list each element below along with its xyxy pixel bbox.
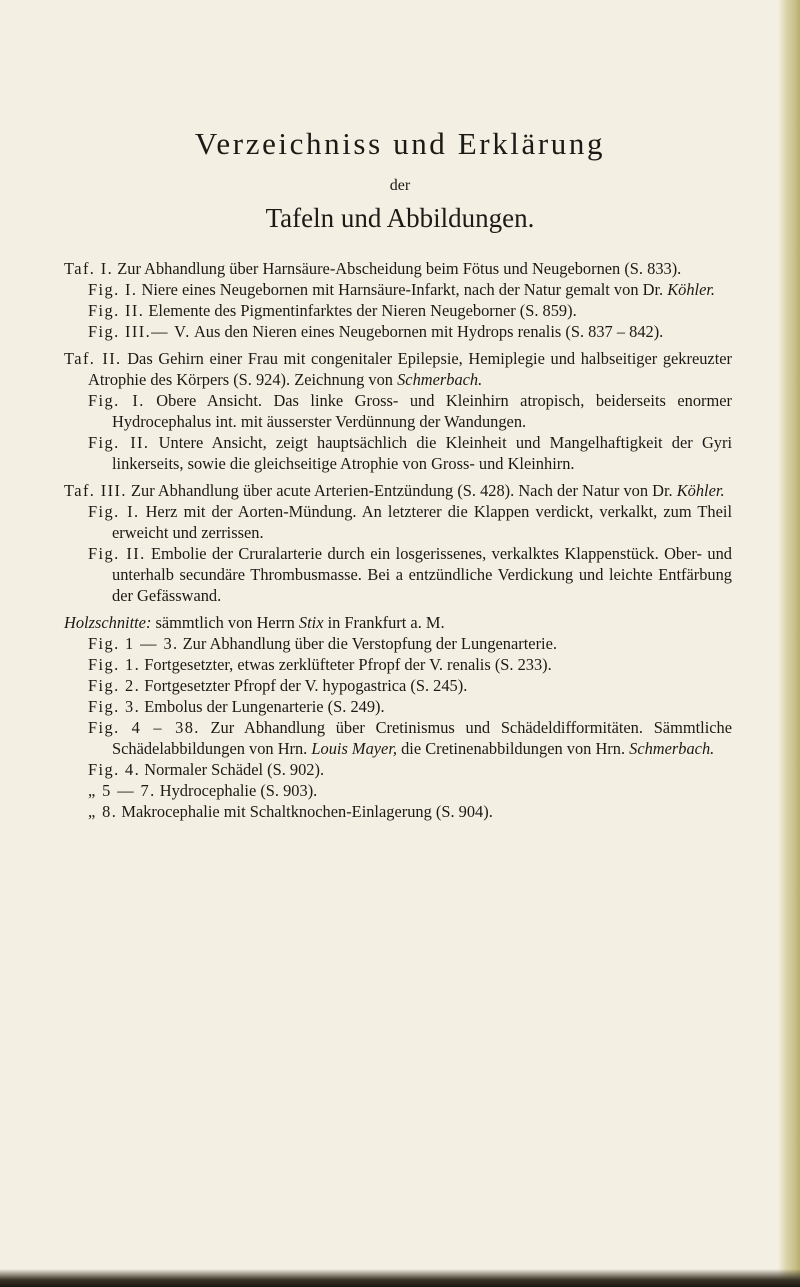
plate-1-text: Zur Abhandlung über Harnsäure-Abscheidung beim Fötus und Neugebornen (S. 833). — [117, 259, 682, 278]
fig-text: Herz mit der Aorten-Mündung. An letzterer die Klappen verdickt, verkalkt, zum Theil erweicht und zerrissen. — [112, 502, 732, 542]
fig-text: Niere eines Neugebornen mit Harnsäure-Infarkt, nach der Natur gemalt von Dr. — [141, 280, 668, 299]
fig-text: Fortgesetzter Pfropf der V. hypogastrica (S. 245). — [144, 676, 468, 695]
author-name: Köhler. — [667, 280, 716, 299]
fig-text: Makrocephalie mit Schaltknochen-Einlagerung (S. 904). — [121, 802, 493, 821]
title-connector: der — [389, 177, 411, 194]
fig-label: Fig. II. — [88, 433, 150, 452]
plate-2-fig-1 — [88, 390, 732, 432]
fig-text: Zur Abhandlung über Cretinismus und Schädeldifformitäten. Sämmtliche Schädelabbildungen von Hrn. — [112, 718, 732, 758]
woodcuts-text-end: in Frankfurt a. M. — [323, 613, 445, 632]
woodcuts-label: Holzschnitte: — [64, 613, 152, 632]
fig-text: Elemente des Pigmentinfarktes der Nieren Neugeborner (S. 859). — [148, 301, 577, 320]
plate-3-entry — [64, 480, 732, 501]
woodcut-fig-4-38 — [88, 717, 732, 759]
fig-text: Embolie der Cruralarterie durch ein losgerissenes, verkalktes Klappenstück. Ober- und unterhalb secundäre Thrombusmasse. Bei a entzündliche Verdickung und leichte Entfärbung der Gefässwand. — [112, 544, 732, 605]
plate-1-entry — [64, 258, 732, 279]
fig-label: Fig. III.— V. — [88, 322, 191, 341]
fig-text: Untere Ansicht, zeigt hauptsächlich die Kleinheit und Mangelhaftigkeit der Gyri linkerseits, sowie die gleichseitige Atrophie von Gross- und Kleinhirn. — [112, 433, 733, 473]
plate-1-fig-1 — [88, 279, 732, 300]
page-edge-bottom — [0, 1269, 800, 1287]
plate-3-fig-2 — [88, 543, 732, 606]
author-name: Schmerbach. — [629, 739, 715, 758]
fig-label: Fig. I. — [88, 280, 138, 299]
woodcut-fig-1-3 — [88, 633, 732, 654]
fig-text: Embolus der Lungenarterie (S. 249). — [144, 697, 385, 716]
woodcuts-text: sämmtlich von Herrn — [151, 613, 299, 632]
fig-text: Fortgesetzter, etwas zerklüfteter Pfropf der V. renalis (S. 233). — [144, 655, 552, 674]
plate-3-text: Zur Abhandlung über acute Arterien-Entzündung (S. 428). Nach der Natur von Dr. — [130, 481, 677, 500]
page-edge-right — [778, 0, 800, 1287]
plate-2-entry — [64, 348, 732, 390]
fig-text: Obere Ansicht. Das linke Gross- und Kleinhirn atropisch, beiderseits enormer Hydrocephalus int. mit äusserster Verdünnung der Wandungen. — [112, 391, 732, 431]
fig-label: Fig. I. — [88, 502, 140, 521]
fig-label: Fig. II. — [88, 544, 146, 563]
author-name: Stix — [298, 613, 324, 632]
fig-text: Aus den Nieren eines Neugebornen mit Hydrops renalis (S. 837 – 842). — [193, 322, 664, 341]
woodcut-fig-3 — [88, 696, 732, 717]
fig-label: Fig. 1 — 3. — [88, 634, 179, 653]
plate-2-label: Taf. II. — [64, 349, 122, 368]
fig-label: Fig. 4. — [88, 760, 141, 779]
fig-label: Fig. 4 – 38. — [88, 718, 200, 737]
woodcut-fig-2 — [88, 675, 732, 696]
author-name: Louis Mayer, — [311, 739, 397, 758]
fig-label: Fig. II. — [88, 301, 145, 320]
page-subtitle: Tafeln und Abbildungen. — [265, 203, 535, 233]
woodcuts-entry — [64, 612, 732, 633]
plate-1-fig-2 — [88, 300, 732, 321]
plate-1-fig-3 — [88, 321, 732, 342]
woodcut-fig-1 — [88, 654, 732, 675]
woodcut-fig-4 — [88, 759, 732, 780]
plate-3-label: Taf. III. — [64, 481, 127, 500]
plate-3-fig-1 — [88, 501, 732, 543]
woodcut-fig-5-7 — [88, 780, 732, 801]
fig-label: „ 8. — [88, 802, 118, 821]
fig-text: Normaler Schädel (S. 902). — [144, 760, 325, 779]
fig-label: Fig. 3. — [88, 697, 141, 716]
fig-text-mid: die Cretinenabbildungen von Hrn. — [396, 739, 630, 758]
fig-label: Fig. I. — [88, 391, 145, 410]
plate-2-fig-2 — [88, 432, 732, 474]
fig-label: Fig. 2. — [88, 676, 141, 695]
woodcut-fig-8 — [88, 801, 732, 822]
plate-1-label: Taf. I. — [64, 259, 114, 278]
index-content — [64, 258, 732, 822]
plate-2-text: Das Gehirn einer Frau mit congenitaler Epilepsie, Hemiplegie und halbseitiger gekreuzter Atrophie des Körpers (S. 924). Zeichnung von — [88, 349, 732, 389]
fig-text: Hydrocephalie (S. 903). — [159, 781, 318, 800]
author-name: Köhler. — [676, 481, 725, 500]
author-name: Schmerbach. — [397, 370, 483, 389]
fig-label: „ 5 — 7. — [88, 781, 156, 800]
fig-text: Zur Abhandlung über die Verstopfung der Lungenarterie. — [182, 634, 557, 653]
fig-label: Fig. 1. — [88, 655, 141, 674]
page-title: Verzeichniss und Erklärung — [194, 126, 606, 161]
